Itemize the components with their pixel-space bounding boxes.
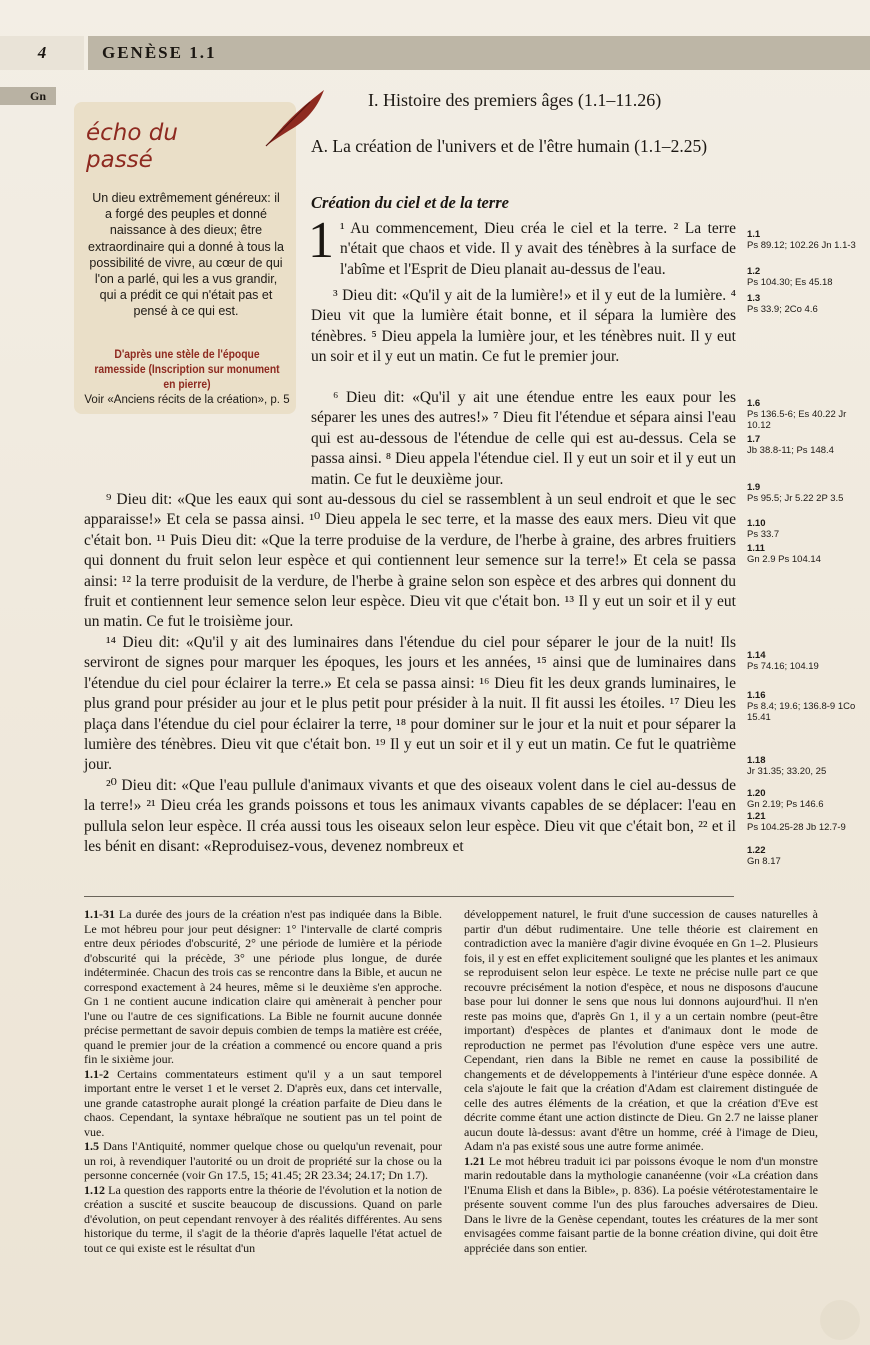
note-1-21: 1.21 Le mot hébreu traduit ici par poissons évoque le nom d'un monstre marin redoutable dans la mythologie cananéenne (voir «La création dans l'Enuma Elish et dans la Bible», p. 836). La poésie vétérotestamentaire le présente souvent comme l'un des plus farouches adversaires de Dieu. Dans le livre de la Genèse cependant, toutes les créatures de la mer sont envisagées comme faisant partie de la bonne création divine, qui doit être appréciée dans son entier.	[464, 1153, 818, 1255]
cross-ref-1-7: 1.7 Jb 38.8-11; Ps 148.4	[747, 434, 834, 456]
verse-block-1	[340, 219, 736, 280]
book-tab: Gn	[0, 87, 56, 105]
cross-ref-1-10: 1.10 Ps 33.7	[747, 518, 780, 540]
cross-ref-1-21: 1.21 Ps 104.25-28 Jb 12.7-9	[747, 811, 846, 833]
echo-sidebar	[74, 102, 296, 414]
cross-ref-1-20: 1.20 Gn 2.19; Ps 146.6	[747, 788, 824, 810]
cross-ref-1-3: 1.3 Ps 33.9; 2Co 4.6	[747, 293, 818, 315]
verse-block-2	[311, 286, 736, 368]
cross-ref-1-6: 1.6 Ps 136.5-6; Es 40.22 Jr 10.12	[747, 398, 847, 431]
cross-ref-1-1: 1.1 Ps 89.12; 102.26 Jn 1.1-3	[747, 229, 856, 251]
study-notes-left	[84, 907, 442, 1255]
cross-ref-1-22: 1.22 Gn 8.17	[747, 845, 781, 867]
notes-divider	[84, 896, 734, 897]
note-1-1-31: 1.1-31 La durée des jours de la création n'est pas indiquée dans la Bible. Le mot hébreu pour jour peut désigner: 1° l'intervalle de clarté compris entre deux périodes d'obscurité, 2° une période de lumière et la période d'obscurité qui la précède, 3° une période plus longue, de durée indéterminée. Chacun des trois cas se rencontre dans la Bible, et aucun ne correspond exactement à 24 heures, même si le deuxième s'en approche. Gn 1 ne contient aucune indication claire qui amènerait à pencher pour l'une ou l'autre de ces significations. La Bible ne fournit aucune donnée précise permettant de savoir depuis combien de temps la matière est créée, quand le premier jour de la création a commencé ou encore quand a pris fin le sixième jour.	[84, 907, 443, 1066]
running-header	[0, 36, 870, 70]
echo-text: Un dieu extrêmement généreux: il a forgé des peuples et donné naissance à des dieux; être extraordinaire qui a donné à tous la possibilité de vivre, au cœur de qui l'on a parlé, qui les a vus grandir, qui a prédit ce qui n'était pas et pensé à ce qui est.	[88, 191, 284, 319]
study-notes-right	[464, 907, 818, 1255]
cross-ref-1-11: 1.11 Gn 2.9 Ps 104.14	[747, 543, 821, 565]
verses-6-8: ⁶ Dieu dit: «Qu'il y ait une étendue entre les eaux pour les séparer les unes des autres!» ⁷ Dieu fit l'étendue et sépara ainsi l'eau qui est au-dessous de l'étendue de celle qui est au-dessus. Cela se passa ainsi. ⁸ Dieu appela l'étendue ciel. Il y eut un soir et il y eut un matin. Ce fut le deuxième jour.	[311, 389, 736, 488]
page-number: 4	[0, 36, 84, 70]
echo-see-also: Voir «Anciens récits de la création», p. 5	[84, 394, 290, 406]
cross-ref-1-2: 1.2 Ps 104.30; Es 45.18	[747, 266, 833, 288]
verses-14-19: ¹⁴ Dieu dit: «Qu'il y ait des luminaires dans l'étendue du ciel pour séparer le jour de la nuit! Ils serviront de signes pour marquer les époques, les jours et les années, ¹⁵ ainsi que de luminaires dans l'étendue du ciel pour éclairer la terre.» Et cela se passa ainsi: ¹⁶ Dieu fit les deux grands luminaires, le plus grand pour présider au jour et le plus petit pour présider à la nuit. Il fit aussi les étoiles. ¹⁷ Dieu les plaça dans l'étendue du ciel pour éclairer la terre, ¹⁸ pour dominer sur le jour et la nuit et pour séparer la lumière des ténèbres. Dieu vit que c'était bon. ¹⁹ Il y eut un soir et il y eut un matin. Ce fut le quatrième jour.	[84, 633, 736, 774]
verses-20-22: ²⁰ Dieu dit: «Que l'eau pullule d'animaux vivants et que des oiseaux volent dans le ciel au-dessus de la terre!» ²¹ Dieu créa les grands poissons et tous les animaux vivants capables de se déplacer: l'eau en pullula selon leur espèce. Il créa aussi tous les oiseaux selon leur espèce. Dieu vit que c'était bon, ²² et il les bénit en disant: «Reproduisez-vous, devenez nombreux et	[84, 776, 736, 855]
note-1-1-2: 1.1-2 Certains commentateurs estiment qu'il y a un saut temporel important entre le verset 1 et le verset 2. D'après eux, dans cet intervalle, une grande catastrophe aurait plongé la création parfaite de Dieu dans le chaos. Cependant, la syntaxe hébraïque ne soutient pas un tel point de vue.	[84, 1066, 443, 1139]
subsection-heading: A. La création de l'univers et de l'être humain (1.1–2.25)	[311, 136, 708, 156]
cross-ref-1-9: 1.9 Ps 95.5; Jr 5.22 2P 3.5	[747, 482, 844, 504]
running-title: GENÈSE 1.1	[88, 36, 870, 70]
cross-ref-1-14: 1.14 Ps 74.16; 104.19	[747, 650, 819, 672]
verses-1-2: ¹ Au commencement, Dieu créa le ciel et la terre. ² La terre n'était que chaos et vide. Il y avait des ténèbres à la surface de l'abîme et l'Esprit de Dieu planait au-dessus de l'eau.	[340, 220, 736, 278]
verse-block-3	[84, 388, 736, 857]
note-1-5: 1.5 Dans l'Antiquité, nommer quelque chose ou quelqu'un revenait, pour un roi, à revendiquer l'autorité ou un droit de propriété sur la chose ou la personne concernée (voir Gn 17.5, 15; 41.45; 2R 23.34; 24.17; Dn 1.7).	[84, 1139, 443, 1182]
cross-ref-1-16: 1.16 Ps 8.4; 19.6; 136.8-9 1Co 15.41	[747, 690, 856, 723]
echo-heading: écho du passé	[86, 120, 178, 173]
cross-ref-1-18: 1.18 Jr 31.35; 33.20, 25	[747, 755, 827, 777]
echo-source: D'après une stèle de l'époque ramesside (Inscription sur monument en pierre)	[94, 349, 280, 391]
note-1-12-continued: développement naturel, le fruit d'une succession de causes naturelles à partir d'un début rudimentaire. Une telle théorie est clairement en contradiction avec la manière d'agir divine évoquée en Gn 1–2. Plusieurs fois, il y est en effet explicitement souligné que les plantes et les animaux se reproduisent selon leur espèce. Le texte ne précise nulle part ce que recouvre précisément la notion d'espèce, et nous ne disposons d'aucune base pour lui donner le sens que nous lui donnons aujourd'hui. Il n'en reste pas moins que, d'après Gn 1, il y a un certain nombre (peut-être important) d'espèces de plantes et d'animaux dont le mode de reproduction ne permet pas l'évolution d'une espèce vers une autre. Cependant, rien dans la Bible ne remet en cause la possibilité de changements et de développements à l'intérieur d'une espèce donnée. A cela s'ajoute le fait que la création d'Adam est clairement distinguée de celle des autres éléments de la création, et que la création d'Eve est décrite comme étant une action distincte de Dieu. Gn 2.7 ne laisse planer aucun doute là-dessus: avant d'être un homme, créé à l'image de Dieu, Adam n'a pas existé sous une autre forme animée.	[464, 907, 818, 1153]
pericope-heading: Création du ciel et de la terre	[311, 193, 509, 212]
paper-stain	[820, 1300, 860, 1340]
verses-9-13: ⁹ Dieu dit: «Que les eaux qui sont au-dessous du ciel se rassemblent à un seul endroit et que le sec apparaisse!» Et cela se passa ainsi. ¹⁰ Dieu appela le sec terre, et la masse des eaux mers. Dieu vit que c'était bon. ¹¹ Puis Dieu dit: «Que la terre produise de la verdure, de l'herbe à graine, des arbres fruitiers qui donnent du fruit selon leur espèce et qui contiennent leur semence sur la terre!» Et cela se passa ainsi: ¹² la terre produisit de la verdure, de l'herbe à graine selon son espèce et des arbres qui donnent du fruit et contiennent leur semence selon leur espèce. Dieu vit que c'était bon. ¹³ Il y eut un soir et il y eut un matin. Ce fut le troisième jour.	[84, 491, 736, 631]
chapter-dropcap: 1	[308, 212, 334, 269]
section-heading: I. Histoire des premiers âges (1.1–11.26)	[368, 90, 662, 110]
verses-3-5: ³ Dieu dit: «Qu'il y ait de la lumière!» et il y eut de la lumière. ⁴ Dieu vit que la lumière était bonne, et il sépara la lumière des ténèbres. ⁵ Dieu appela la lumière jour, et les ténèbres nuit. Il y eut un soir et il y eut un matin. Ce fut le premier jour.	[311, 287, 736, 366]
note-1-12: 1.12 La question des rapports entre la théorie de l'évolution et la notion de création a suscité et suscite beaucoup de discussions. Quand on parle d'évolution, on peut cependant renvoyer à des réalités différentes. Au sens historique du terme, il s'agit de la théorie d'après laquelle l'état actuel de tout ce qui existe est le résultat d'un	[84, 1182, 443, 1255]
